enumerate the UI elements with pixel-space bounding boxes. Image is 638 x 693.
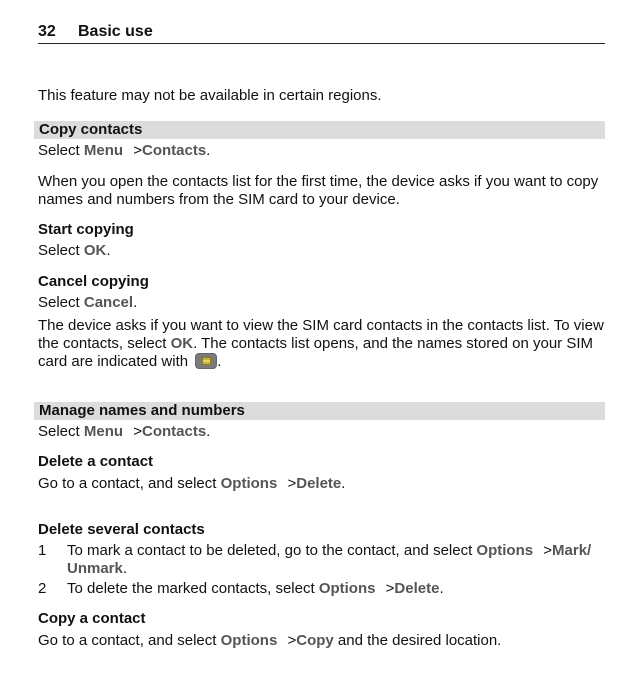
delete-contact-heading: Delete a contact <box>38 453 154 470</box>
manual-page: 32 Basic use This feature may not be available in certain regions. Copy contacts Select Menu >Contacts. When you open the contacts list for the first time, the device asks if you want to copy names and numbers from the SIM card to your device. Start copying Select OK. Cancel copying Select Cancel. The device asks if you want to view the SIM card contacts in the contacts list. To view the contacts, select OK. The contacts list opens, and the names stored on your SIM card are indicated with . Manage names and numbers Select Menu >Contacts. Delete a contact Go to a contact, and select Options >Delete. Delete several contacts 1 To mark a contact to be deleted, go to the contact, and select Options >Mark/ Unmark. 2 To delete the marked contacts, select Options >Delete. Copy a contact Go to a contact, and select Options >Copy and the desired location. <box>0 0 638 693</box>
page-number: 32 <box>38 23 56 40</box>
copy-contact-text: Go to a contact, and select Options >Copy and the desired location. <box>38 632 502 649</box>
delete-several-heading: Delete several contacts <box>38 521 205 538</box>
cancel-copying-text: Select Cancel. <box>38 294 138 311</box>
ok-label: OK <box>83 242 107 259</box>
section-heading-copy-contacts: Copy contacts <box>34 121 605 139</box>
intro-text: This feature may not be available in certain regions. <box>38 87 382 104</box>
header-title: Basic use <box>78 23 153 40</box>
sim-card-icon <box>195 353 217 369</box>
page-header <box>38 22 605 44</box>
copy-contact-heading: Copy a contact <box>38 610 146 627</box>
contacts-label: Contacts <box>141 142 207 159</box>
start-copying-text: Select OK. <box>38 242 111 259</box>
start-copying-heading: Start copying <box>38 221 134 238</box>
cancel-label: Cancel <box>83 294 134 311</box>
section-heading-manage: Manage names and numbers <box>34 402 605 420</box>
copy-paragraph: When you open the contacts list for the first time, the device asks if you want to copy names and numbers from the SIM card to your device. <box>38 173 599 208</box>
delete-contact-text: Go to a contact, and select Options >Delete. <box>38 475 346 492</box>
menu-label: Menu <box>83 142 124 159</box>
cancel-copying-heading: Cancel copying <box>38 273 149 290</box>
sim-contacts-paragraph: The device asks if you want to view the SIM card contacts in the contacts list. To view the contacts, select OK. The contacts list opens, and the names stored on your SIM card are indicated with . <box>38 317 604 370</box>
manage-select-line: Select Menu >Contacts. <box>38 423 211 440</box>
copy-select-line: Select Menu >Contacts. <box>38 142 211 159</box>
